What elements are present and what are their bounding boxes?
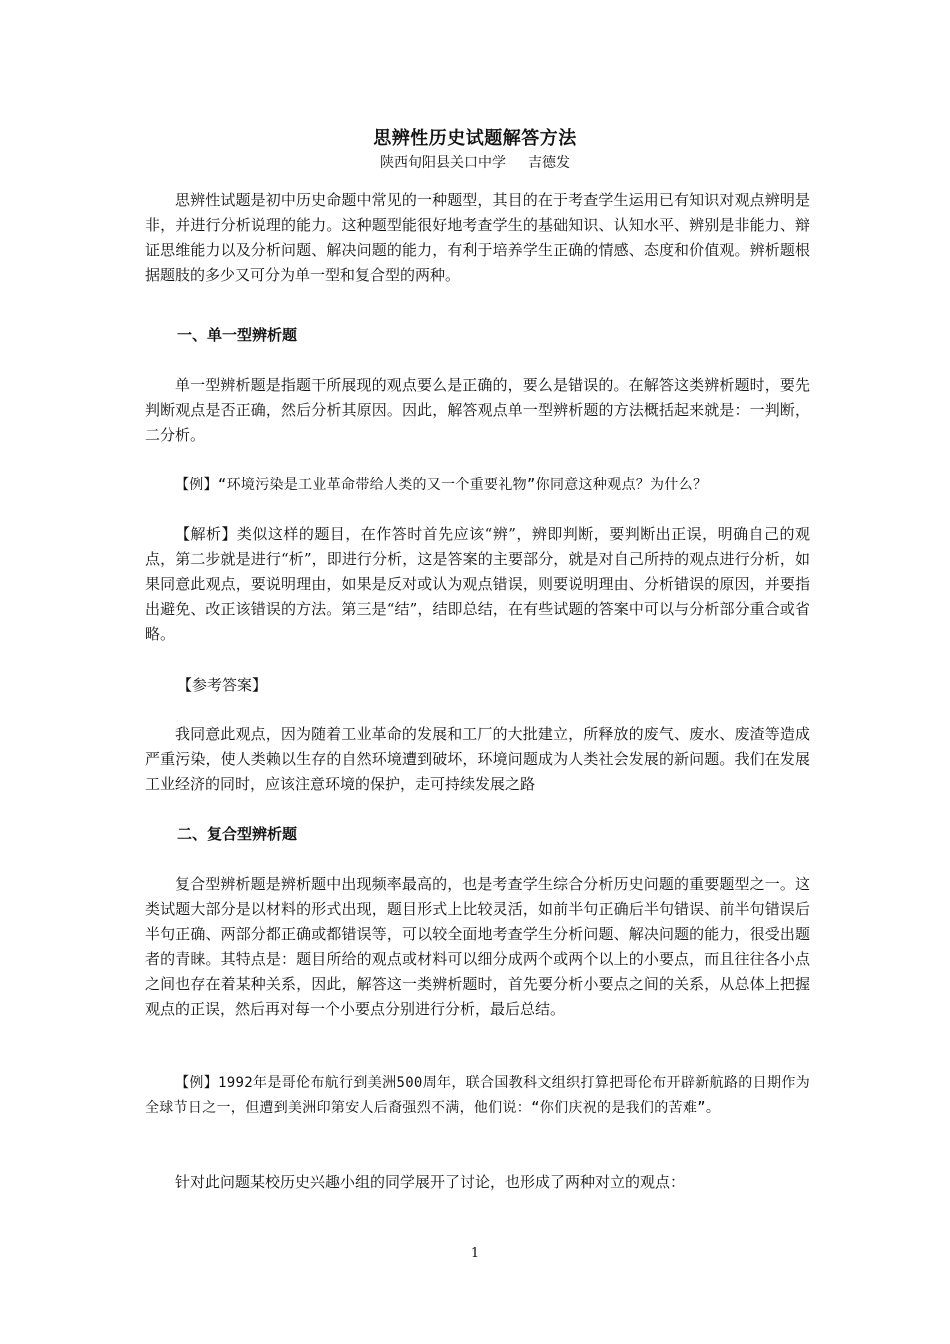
- compound-type-paragraph: 复合型辨析题是辨析题中出现频率最高的，也是考查学生综合分析历史问题的重要题型之一。这类试题大部分是以材料的形式出现，题目形式上比较灵活，如前半句正确后半句错误、前半句错误后半句正确、两部分都正确或都错误等，可以较全面地考查学生分析问题、解决问题的能力，很受出题者的青睐。其特点是：题目所给的观点或材料可以细分成两个或两个以上的小要点，而且往往各小点之间也存在着某种关系，因此，解答这一类辨析题时，首先要分析小要点之间的关系，从总体上把握观点的正误，然后再对每一个小要点分别进行分析，最后总结。: [145, 875, 810, 1018]
- reference-answer-paragraph: 我同意此观点，因为随着工业革命的发展和工厂的大批建立，所释放的废气、废水、废渣等造成严重污染，使人类赖以生存的自然环境遭到破坏，环境问题成为人类社会发展的新问题。我们在发展工业经济的同时，应该注意环境的保护，走可持续发展之路: [145, 725, 810, 793]
- author-name: 吉德发: [528, 155, 570, 171]
- intro-paragraph: 思辨性试题是初中历史命题中常见的一种题型，其目的在于考查学生运用已有知识对观点辨明是非，并进行分析说理的能力。这种题型能很好地考查学生的基础知识、认知水平、辨别是非能力、辩证思维能力以及分析问题、解决问题的能力，有利于培养学生正确的情感、态度和价值观。辨析题根据题肢的多少又可分为单一型和复合型的两种。: [145, 191, 810, 284]
- example-one: 【例】“环境污染是工业革命带给人类的又一个重要礼物”你同意这种观点？为什么？: [175, 477, 708, 493]
- discussion-paragraph: 针对此问题某校历史兴趣小组的同学展开了讨论，也形成了两种对立的观点：: [175, 1173, 686, 1191]
- author-school: 陕西旬阳县关口中学: [380, 155, 506, 171]
- author-byline: [0, 152, 950, 172]
- document-title: 思辨性历史试题解答方法: [373, 128, 577, 149]
- analysis-paragraph: 【解析】类似这样的题目，在作答时首先应该“辨”，辨即判断，要判断出正误，明确自己的观点，第二步就是进行“析”，即进行分析，这是答案的主要部分，就是对自己所持的观点进行分析，如果同意此观点，要说明理由，如果是反对或认为观点错误，则要说明理由、分析错误的原因，并要指出避免、改正该错误的方法。第三是“结”，结即总结，在有些试题的答案中可以与分析部分重合或省略。: [145, 525, 810, 643]
- example-two: 【例】1992年是哥伦布航行到美洲500周年，联合国教科文组织打算把哥伦布开辟新航路的日期作为全球节日之一，但遭到美洲印第安人后裔强烈不满，他们说：“你们庆祝的是我们的苦难”。: [145, 1075, 810, 1116]
- section-heading-single-type: 一、单一型辨析题: [177, 326, 298, 344]
- single-type-paragraph: 单一型辨析题是指题干所展现的观点要么是正确的，要么是错误的。在解答这类辨析题时，要先判断观点是否正确，然后分析其原因。因此，解答观点单一型辨析题的方法概括起来就是：一判断，二分析。: [145, 376, 810, 444]
- section-heading-compound-type: 二、复合型辨析题: [177, 825, 298, 843]
- page-number: 1: [470, 1246, 480, 1261]
- reference-answer-label: 【参考答案】: [177, 676, 268, 694]
